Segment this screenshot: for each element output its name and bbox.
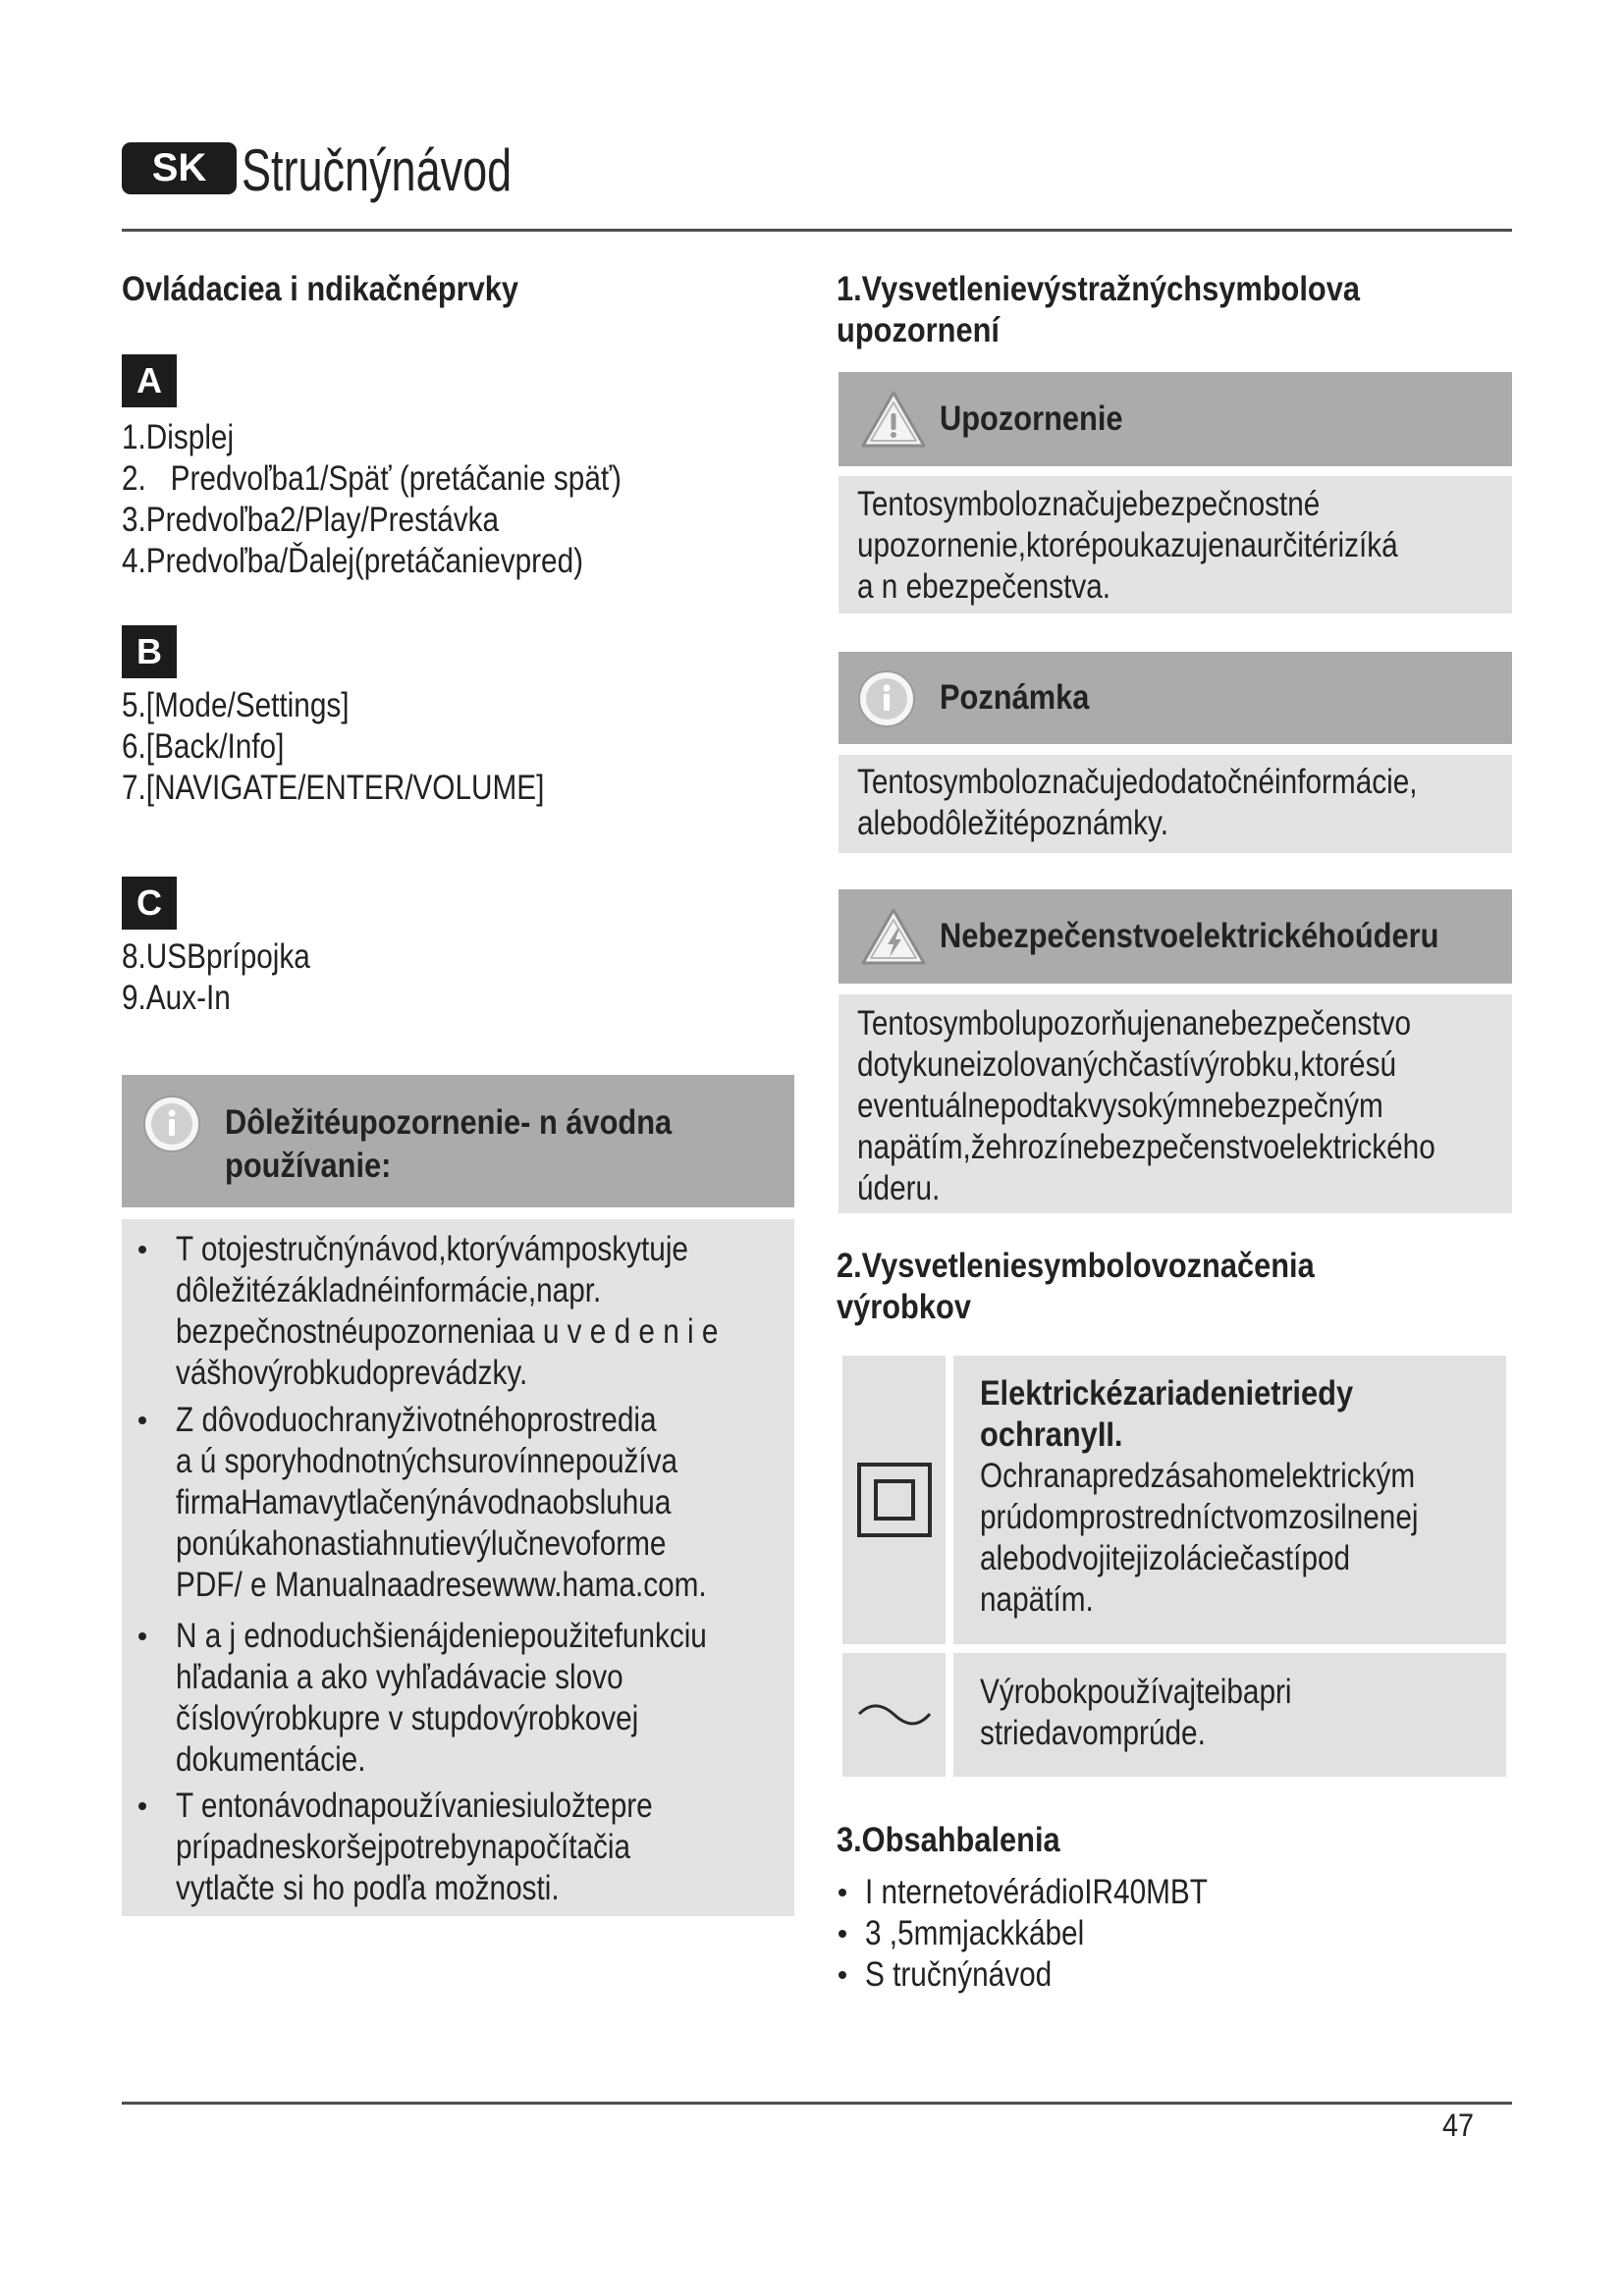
box-line: eventuálnepodtakvysokýmnebezpečným xyxy=(857,1087,1383,1125)
language-badge: SK xyxy=(122,142,237,194)
package-item: S tručnýnávod xyxy=(865,1955,1053,1994)
bullet-line: dôležitézákladnéinformácie,napr. xyxy=(176,1271,602,1309)
row-line: napätím. xyxy=(980,1580,1094,1619)
group-badge-c: C xyxy=(122,877,177,930)
bullet-line: prípadneskoršejpotrebynapočítačia xyxy=(176,1828,631,1866)
list-item-text xyxy=(865,1954,1493,1996)
shock-box-header xyxy=(839,889,1512,984)
info-icon-svg xyxy=(142,1095,201,1153)
bullet-line: číslovýrobkupre v stupdovýrobkovej xyxy=(176,1699,639,1737)
shock-box-title xyxy=(940,889,1499,984)
group-badge-a: A xyxy=(122,354,177,407)
bullet-dot xyxy=(839,1971,846,1979)
package-item: 3 ,5mmjackkábel xyxy=(865,1914,1085,1952)
bullet-text xyxy=(176,1786,785,1909)
box-line: Tentosymboloznačujebezpečnostné xyxy=(857,485,1321,523)
row-text xyxy=(980,1373,1495,1621)
row-title-line: Elektrickézariadenietriedy xyxy=(980,1374,1354,1413)
exclamation-stem xyxy=(892,413,896,430)
bullet-line: T otojestručnýnávod,ktorývámposkytuje xyxy=(176,1230,688,1268)
alternating-current-icon xyxy=(855,1700,934,1730)
list-item xyxy=(837,1954,1512,1996)
list-item: 9.Aux-In xyxy=(122,979,231,1017)
important-box-body xyxy=(122,1219,794,1916)
note-box-header xyxy=(839,652,1512,744)
bullet-text xyxy=(176,1616,785,1781)
row-line: Výrobokpoužívajteibapri xyxy=(980,1673,1292,1711)
double-square-svg xyxy=(857,1463,932,1537)
warning-icon xyxy=(860,390,927,449)
warning-icon-svg xyxy=(860,390,927,449)
bullet-text xyxy=(176,1229,785,1394)
list-item: 3.Predvoľba2/Play/Prestávka xyxy=(122,501,500,539)
package-item: I nternetovérádioIR40MBT xyxy=(865,1873,1208,1911)
product-symbols-table xyxy=(839,1352,1512,1781)
box-title: Poznámka xyxy=(940,678,1090,717)
box-line: Tentosymbolupozorňujenanebezpečenstvo xyxy=(857,1004,1411,1042)
box-text xyxy=(857,762,1495,844)
list-item: 8.USBprípojka xyxy=(122,937,310,976)
controls-heading-wrap xyxy=(122,269,794,310)
box-title: Upozornenie xyxy=(940,400,1123,438)
bullet-line: PDF/ e Manualnaadresewww.hama.com. xyxy=(176,1566,707,1604)
header-divider xyxy=(122,229,1512,232)
section-heading-line: výrobkov xyxy=(837,1288,971,1326)
bullet-dot xyxy=(138,1246,146,1254)
section-heading-line: 1.Vysvetlenievýstražnýchsymbolova xyxy=(837,270,1361,308)
box-line: upozornenie,ktorépoukazujenaurčitérizíká xyxy=(857,526,1398,564)
group-c-list xyxy=(122,936,794,1019)
bullet-line: bezpečnostnéupozorneniaa u v e d e n i e xyxy=(176,1312,719,1351)
group-a-list xyxy=(122,417,794,582)
list-item: 5.[Mode/Settings] xyxy=(122,686,350,724)
row-line: alebodvojitejizoláciečastípod xyxy=(980,1539,1351,1577)
controls-heading: Ovládaciea i ndikačnéprvky xyxy=(122,270,519,308)
inner-square xyxy=(876,1481,913,1519)
bullet-line: a ú sporyhodnotnýchsurovínnepoužíva xyxy=(176,1442,678,1480)
bullet-dot xyxy=(138,1802,146,1810)
important-title-line: používanie: xyxy=(225,1147,392,1185)
info-icon xyxy=(142,1095,201,1153)
info-icon-stem xyxy=(169,1119,175,1136)
list-item: 4.Predvoľba/Ďalej(pretáčanievpred) xyxy=(122,542,584,580)
bullet-line: N a j ednoduchšienájdeniepoužitefunkciu xyxy=(176,1617,707,1655)
list-item: 6.[Back/Info] xyxy=(122,727,285,766)
important-title-line: Dôležitéupozornenie- n ávodna xyxy=(225,1103,673,1142)
list-item-text xyxy=(865,1913,1493,1954)
box-line: alebodôležitépoznámky. xyxy=(857,804,1168,842)
page-number: 47 xyxy=(1441,2108,1474,2143)
electric-shock-warning-icon xyxy=(860,907,927,966)
table-icon-cell xyxy=(842,1356,946,1644)
bullet-dot xyxy=(839,1889,846,1896)
section3-heading-wrap xyxy=(837,1820,1512,1861)
info-icon-svg xyxy=(857,669,916,728)
exclamation-dot xyxy=(891,432,896,438)
bullet-line: dokumentácie. xyxy=(176,1740,366,1779)
tilde-wave xyxy=(859,1706,930,1724)
warning-box-body xyxy=(839,476,1512,614)
row-line: striedavomprúde. xyxy=(980,1714,1206,1752)
group-badge-b: B xyxy=(122,625,177,678)
bullet-line: T entonávodnapoužívaniesiuložtepre xyxy=(176,1787,653,1825)
info-icon-stem xyxy=(884,694,890,711)
info-icon-dot xyxy=(884,685,891,692)
section-heading-line: 2.Vysvetleniesymbolovoznačenia xyxy=(837,1247,1315,1285)
bullet-line: firmaHamavytlačenýnávodnaobsluhua xyxy=(176,1483,672,1522)
box-line: Tentosymboloznačujedodatočnéinformácie, xyxy=(857,763,1418,801)
info-icon xyxy=(857,669,916,728)
tilde-svg xyxy=(855,1700,934,1730)
list-item xyxy=(837,1913,1512,1954)
page-number-wrap xyxy=(1355,2105,1474,2146)
note-box-title xyxy=(940,652,1499,744)
bullet-dot xyxy=(138,1632,146,1640)
bullet-line: vášhovýrobkudoprevádzky. xyxy=(176,1354,528,1392)
list-item: 2. Predvoľba1/Späť (pretáčanie späť) xyxy=(122,459,622,498)
list-item xyxy=(837,1872,1512,1913)
row-line: prúdomprostredníctvomzosilnenej xyxy=(980,1498,1419,1536)
bullet-line: Z dôvoduochranyživotnéhoprostredia xyxy=(176,1401,657,1439)
bullet-line: vytlačte si ho podľa možnosti. xyxy=(176,1869,560,1907)
footer-divider xyxy=(122,2102,1512,2105)
bullet-line: hľadania a ako vyhľadávacie slovo xyxy=(176,1658,623,1696)
bullet-line: ponúkahonastiahnutievýlučnevoforme xyxy=(176,1524,667,1563)
list-item: 1.Displej xyxy=(122,418,235,456)
shock-box-body xyxy=(839,994,1512,1213)
warning-box-title xyxy=(940,372,1499,466)
warning-box-header xyxy=(839,372,1512,466)
box-text xyxy=(857,484,1495,608)
box-line: úderu. xyxy=(857,1169,941,1207)
page-title: Stručnýnávod xyxy=(242,137,513,203)
group-b-list xyxy=(122,685,794,809)
bullet-dot xyxy=(839,1930,846,1938)
list-item: 7.[NAVIGATE/ENTER/VOLUME] xyxy=(122,769,545,807)
row-text xyxy=(980,1672,1495,1754)
box-line: a n ebezpečenstva. xyxy=(857,567,1111,606)
bullet-text xyxy=(176,1400,785,1606)
bullet-dot xyxy=(138,1416,146,1424)
table-text-cell xyxy=(953,1356,1506,1644)
section3-heading: 3.Obsahbalenia xyxy=(837,1821,1060,1859)
table-icon-cell xyxy=(842,1653,946,1777)
info-icon-dot xyxy=(169,1110,176,1117)
page-title-wrap xyxy=(242,138,929,203)
outer-square xyxy=(859,1465,930,1535)
box-line: napätím,žehrozínebezpečenstvoelektrického xyxy=(857,1128,1435,1166)
note-box-body xyxy=(839,755,1512,853)
box-line: dotykuneizolovanýchčastívýrobku,ktorésú xyxy=(857,1045,1397,1084)
section1-heading xyxy=(837,269,1512,351)
important-box-title xyxy=(225,1101,775,1188)
box-title: Nebezpečenstvoelektrickéhoúderu xyxy=(940,917,1439,955)
section-heading-line: upozornení xyxy=(837,311,1000,349)
important-box-header xyxy=(122,1075,794,1207)
list-item-text xyxy=(865,1872,1493,1913)
table-text-cell xyxy=(953,1653,1506,1777)
electric-shock-icon-svg xyxy=(860,907,927,966)
protection-class-ii-icon xyxy=(857,1463,932,1537)
package-contents-list xyxy=(837,1872,1512,1996)
row-line: Ochranapredzásahomelektrickým xyxy=(980,1457,1416,1495)
section2-heading xyxy=(837,1246,1512,1328)
box-text xyxy=(857,1003,1495,1209)
row-title-line: ochranyII. xyxy=(980,1415,1123,1454)
